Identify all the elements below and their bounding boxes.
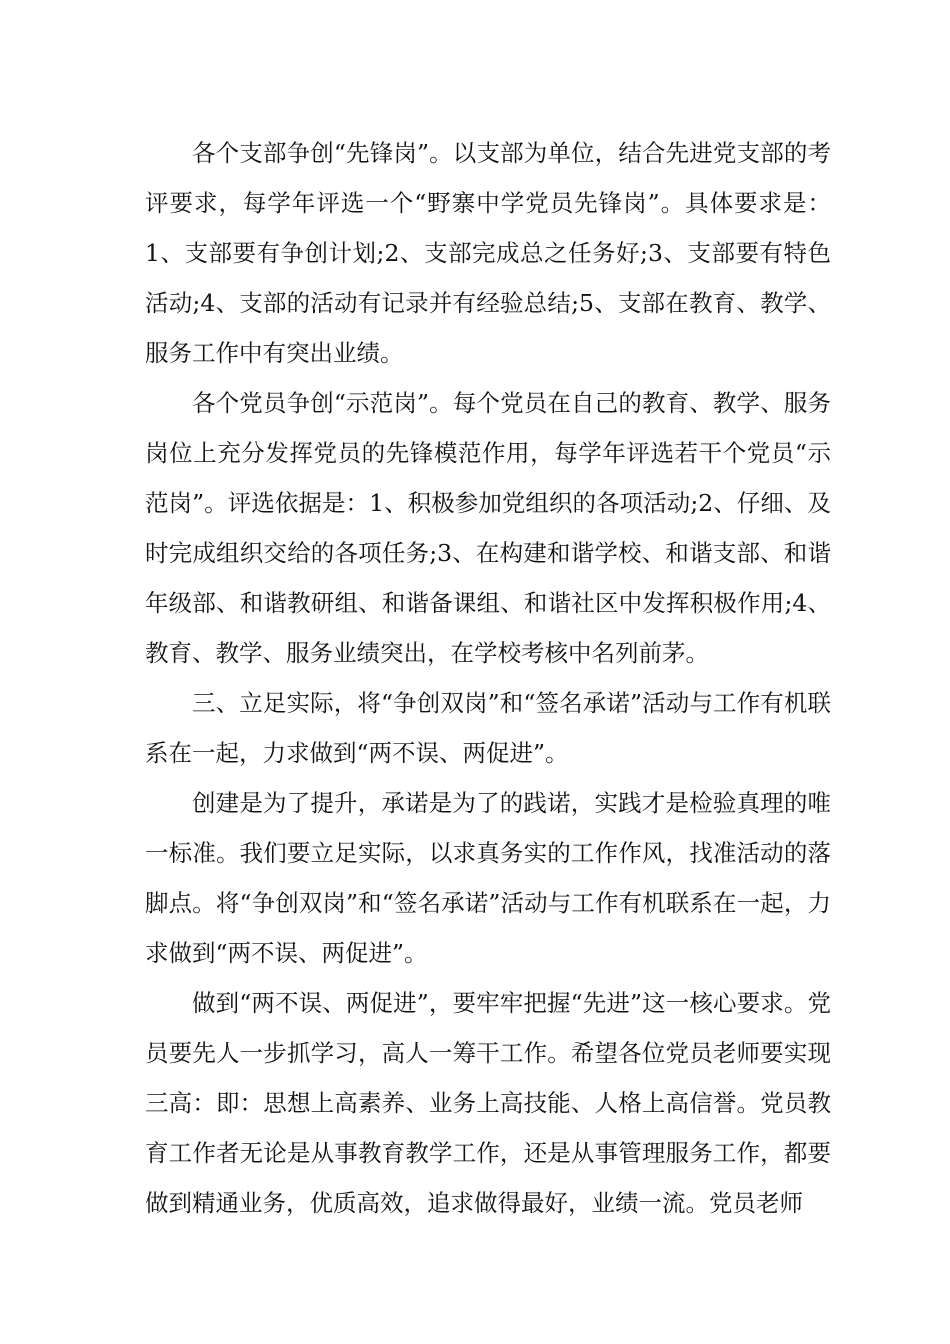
document-page [145,128,831,1228]
paragraph-two-no-delay: 做到“两不误、两促进”，要牢牢把握“先进”这一核心要求。党员要先人一步抓学习，高人一筹干工作。希望各位党员老师要实现三高：即：思想上高素养、业务上高技能、人格上高信誉。党员教育工作者无论是从事教育教学工作，还是从事管理服务工作，都要做到精通业务，优质高效，追求做得最好，业绩一流。党员老师 [145,989,831,1217]
paragraph-model-post: 各个党员争创“示范岗”。每个党员在自己的教育、教学、服务岗位上充分发挥党员的先锋模范作用，每学年评选若干个党员“示范岗”。评选依据是：1、积极参加党组织的各项活动;2、仔细、及时完成组织交给的各项任务;3、在构建和谐学校、和谐支部、和谐年级部、和谐教研组、和谐备课组、和谐社区中发挥积极作用;4、教育、教学、服务业绩突出，在学校考核中名列前茅。 [145,389,831,667]
paragraph-section-three-heading: 三、立足实际，将“争创双岗”和“签名承诺”活动与工作有机联系在一起，力求做到“两不误、两促进”。 [145,689,831,767]
paragraph-practice-standard: 创建是为了提升，承诺是为了的践诺，实践才是检验真理的唯一标准。我们要立足实际，以求真务实的工作作风，找准活动的落脚点。将“争创双岗”和“签名承诺”活动与工作有机联系在一起，力求做到“两不误、两促进”。 [145,789,831,967]
paragraph-vanguard-post: 各个支部争创“先锋岗”。以支部为单位，结合先进党支部的考评要求，每学年评选一个“野寨中学党员先锋岗”。具体要求是：1、支部要有争创计划;2、支部完成总之任务好;3、支部要有特色活动;4、支部的活动有记录并有经验总结;5、支部在教育、教学、服务工作中有突出业绩。 [145,139,831,367]
